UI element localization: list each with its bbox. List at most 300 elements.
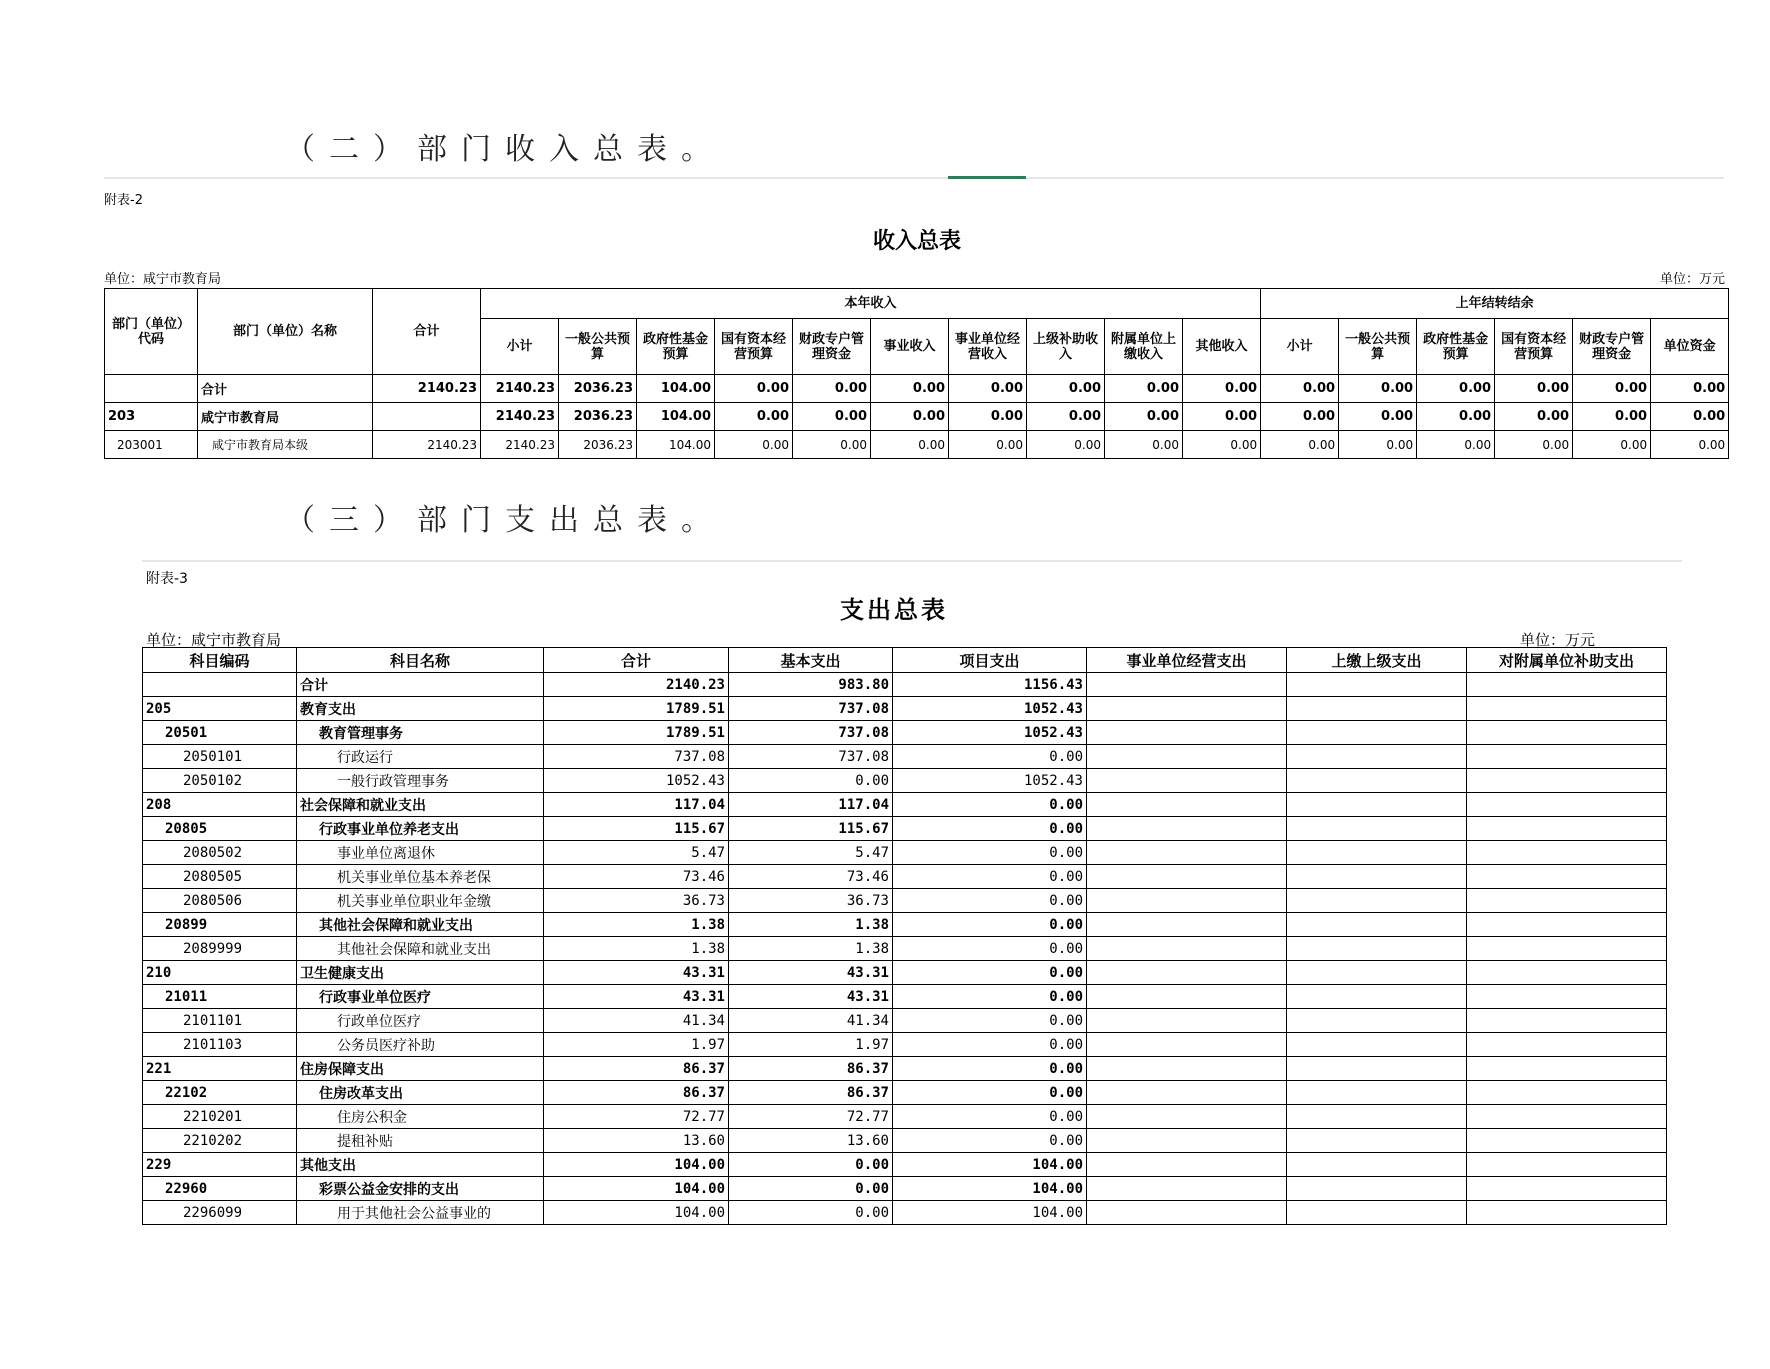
table-cell: 0.00 (715, 375, 793, 403)
table-cell: 208 (143, 793, 297, 817)
table-cell: 5.47 (729, 841, 893, 865)
income-head-total: 合计 (373, 289, 481, 375)
table-cell: 0.00 (1417, 403, 1495, 431)
table-cell: 36.73 (544, 889, 729, 913)
table-cell: 2140.23 (373, 375, 481, 403)
table-cell: 104.00 (893, 1201, 1087, 1225)
table-cell: 1789.51 (544, 697, 729, 721)
table-cell: 983.80 (729, 673, 893, 697)
table-cell (1467, 985, 1667, 1009)
table-cell (1087, 865, 1287, 889)
table-cell (1467, 1153, 1667, 1177)
expense-summary-table (142, 647, 1667, 1225)
table-cell: 104.00 (893, 1177, 1087, 1201)
table-cell (1467, 937, 1667, 961)
table-cell: 0.00 (1105, 375, 1183, 403)
table-cell: 0.00 (1183, 403, 1261, 431)
table-row (143, 697, 1667, 721)
table-cell: 0.00 (1183, 431, 1261, 459)
table-cell: 2050102 (143, 769, 297, 793)
table-cell (143, 673, 297, 697)
table-cell: 社会保障和就业支出 (297, 793, 544, 817)
table-cell: 0.00 (893, 865, 1087, 889)
table-row (143, 745, 1667, 769)
table-cell: 0.00 (1495, 403, 1573, 431)
table-row (143, 1009, 1667, 1033)
table-cell: 2036.23 (559, 431, 637, 459)
table-cell: 36.73 (729, 889, 893, 913)
table-cell: 机关事业单位基本养老保 (297, 865, 544, 889)
table-cell: 2036.23 (559, 403, 637, 431)
income-col-header: 财政专户管理资金 (1573, 319, 1651, 375)
table-cell: 0.00 (1105, 403, 1183, 431)
income-head-group-current: 本年收入 (481, 289, 1261, 319)
table-cell: 0.00 (893, 745, 1087, 769)
table-cell (1287, 673, 1467, 697)
table-cell: 卫生健康支出 (297, 961, 544, 985)
table-cell: 737.08 (544, 745, 729, 769)
table-cell: 行政单位医疗 (297, 1009, 544, 1033)
table-cell: 43.31 (544, 985, 729, 1009)
section-2-title: （二）部门收入总表。 (285, 132, 725, 167)
table-cell: 104.00 (637, 375, 715, 403)
table-cell (1467, 1201, 1667, 1225)
table-cell: 2210202 (143, 1129, 297, 1153)
table-cell: 0.00 (715, 431, 793, 459)
table-cell: 住房改革支出 (297, 1081, 544, 1105)
table-cell (1087, 793, 1287, 817)
table-cell (1287, 913, 1467, 937)
table-cell (105, 375, 198, 403)
table-cell: 2036.23 (559, 375, 637, 403)
table-cell: 合计 (297, 673, 544, 697)
table-cell (1087, 913, 1287, 937)
table-cell (1287, 1033, 1467, 1057)
table-row (143, 817, 1667, 841)
table-cell (1087, 1057, 1287, 1081)
table-cell (1287, 865, 1467, 889)
table-cell: 115.67 (729, 817, 893, 841)
table-cell: 1052.43 (893, 721, 1087, 745)
table-cell: 0.00 (793, 403, 871, 431)
active-tab-indicator (948, 176, 1026, 179)
table-cell (1287, 889, 1467, 913)
table-row (143, 1129, 1667, 1153)
table-cell: 737.08 (729, 745, 893, 769)
table-cell: 0.00 (893, 841, 1087, 865)
income-col-header: 政府性基金预算 (637, 319, 715, 375)
table-cell: 1.97 (544, 1033, 729, 1057)
income-col-header: 国有资本经营预算 (1495, 319, 1573, 375)
table-cell: 行政事业单位养老支出 (297, 817, 544, 841)
income-head-group-carryover: 上年结转结余 (1261, 289, 1729, 319)
table-cell: 0.00 (1651, 431, 1729, 459)
table-cell: 43.31 (729, 961, 893, 985)
table-cell: 0.00 (893, 793, 1087, 817)
table-cell: 73.46 (544, 865, 729, 889)
table-cell (1087, 841, 1287, 865)
table-cell (1467, 769, 1667, 793)
divider (104, 177, 1724, 179)
table-cell (1287, 769, 1467, 793)
table-cell: 0.00 (893, 937, 1087, 961)
table-cell: 0.00 (729, 1177, 893, 1201)
income-col-header: 附属单位上缴收入 (1105, 319, 1183, 375)
table-cell: 0.00 (1651, 403, 1729, 431)
table-cell (1087, 937, 1287, 961)
table-row (105, 375, 1729, 403)
table-cell: 737.08 (729, 697, 893, 721)
table-cell (1287, 793, 1467, 817)
table-cell: 0.00 (871, 403, 949, 431)
table-cell (1467, 1129, 1667, 1153)
table-cell: 104.00 (893, 1153, 1087, 1177)
table-cell: 彩票公益金安排的支出 (297, 1177, 544, 1201)
table-cell: 0.00 (893, 817, 1087, 841)
table-cell: 117.04 (729, 793, 893, 817)
table-cell (1467, 793, 1667, 817)
table-cell (1467, 1081, 1667, 1105)
table-cell: 0.00 (1027, 375, 1105, 403)
table-cell (1287, 1105, 1467, 1129)
table-row (105, 403, 1729, 431)
table-row (143, 985, 1667, 1009)
table-cell: 其他支出 (297, 1153, 544, 1177)
table-cell (1467, 1057, 1667, 1081)
table-cell (1287, 1153, 1467, 1177)
table-cell: 43.31 (544, 961, 729, 985)
table-cell: 0.00 (893, 1033, 1087, 1057)
table-cell: 0.00 (1027, 403, 1105, 431)
table-cell: 43.31 (729, 985, 893, 1009)
table-cell (1287, 1201, 1467, 1225)
table-cell: 1.97 (729, 1033, 893, 1057)
table-cell: 203001 (105, 431, 198, 459)
table-cell: 115.67 (544, 817, 729, 841)
table-cell (1287, 721, 1467, 745)
table-cell: 0.00 (1495, 431, 1573, 459)
table-cell (1467, 1033, 1667, 1057)
table-cell: 1052.43 (893, 697, 1087, 721)
table-cell (373, 403, 481, 431)
table-cell: 其他社会保障和就业支出 (297, 913, 544, 937)
table-cell: 104.00 (544, 1201, 729, 1225)
table-cell (1467, 1105, 1667, 1129)
table-cell: 0.00 (1105, 431, 1183, 459)
income-col-header: 财政专户管理资金 (793, 319, 871, 375)
table-cell (1287, 1129, 1467, 1153)
table-cell (1467, 841, 1667, 865)
table-cell (1087, 769, 1287, 793)
table-cell: 86.37 (544, 1081, 729, 1105)
income-col-header: 一般公共预算 (1339, 319, 1417, 375)
table-cell (1287, 841, 1467, 865)
table-cell (1287, 697, 1467, 721)
table-cell: 其他社会保障和就业支出 (297, 937, 544, 961)
table-cell: 20899 (143, 913, 297, 937)
table-cell (1087, 817, 1287, 841)
table-cell: 737.08 (729, 721, 893, 745)
table-cell: 2140.23 (481, 431, 559, 459)
table-cell (1467, 745, 1667, 769)
table-cell: 用于其他社会公益事业的 (297, 1201, 544, 1225)
table-cell: 86.37 (544, 1057, 729, 1081)
table-row (143, 1033, 1667, 1057)
table-cell: 咸宁市教育局 (198, 403, 373, 431)
table-cell (1087, 1105, 1287, 1129)
table-cell: 13.60 (729, 1129, 893, 1153)
table-row (143, 1177, 1667, 1201)
table-cell: 20805 (143, 817, 297, 841)
table-cell: 0.00 (949, 431, 1027, 459)
table-cell (1087, 961, 1287, 985)
table-cell: 公务员医疗补助 (297, 1033, 544, 1057)
table-cell: 0.00 (729, 1201, 893, 1225)
table-cell: 72.77 (544, 1105, 729, 1129)
table-cell: 0.00 (1417, 431, 1495, 459)
table-row (143, 1081, 1667, 1105)
table-cell: 0.00 (715, 403, 793, 431)
table-row (105, 431, 1729, 459)
table-cell: 住房保障支出 (297, 1057, 544, 1081)
table-cell: 0.00 (1651, 375, 1729, 403)
table-cell (1467, 721, 1667, 745)
table-cell (1087, 1033, 1287, 1057)
table-cell: 210 (143, 961, 297, 985)
table-row (143, 961, 1667, 985)
table-cell: 机关事业单位职业年金缴 (297, 889, 544, 913)
table-cell (1287, 985, 1467, 1009)
expense-appendix-label: 附表-3 (146, 571, 188, 587)
table-cell: 0.00 (1261, 403, 1339, 431)
table-cell: 203 (105, 403, 198, 431)
income-col-header: 上级补助收入 (1027, 319, 1105, 375)
income-col-header: 单位资金 (1651, 319, 1729, 375)
table-cell: 0.00 (1573, 403, 1651, 431)
table-cell: 0.00 (893, 961, 1087, 985)
expense-col-header: 合计 (544, 648, 729, 673)
table-cell (1287, 1081, 1467, 1105)
table-cell: 117.04 (544, 793, 729, 817)
table-cell: 咸宁市教育局本级 (198, 431, 373, 459)
table-cell: 住房公积金 (297, 1105, 544, 1129)
table-cell (1287, 745, 1467, 769)
table-cell: 合计 (198, 375, 373, 403)
table-cell (1087, 1081, 1287, 1105)
table-cell: 2080502 (143, 841, 297, 865)
table-row (143, 673, 1667, 697)
table-cell: 行政事业单位医疗 (297, 985, 544, 1009)
table-cell (1467, 913, 1667, 937)
table-cell (1287, 961, 1467, 985)
table-cell: 0.00 (1261, 375, 1339, 403)
table-cell: 1.38 (544, 913, 729, 937)
table-cell: 2101101 (143, 1009, 297, 1033)
table-cell: 0.00 (893, 1081, 1087, 1105)
table-cell (1287, 937, 1467, 961)
income-summary-table (104, 288, 1729, 459)
table-cell (1087, 985, 1287, 1009)
table-cell: 0.00 (871, 431, 949, 459)
table-cell (1467, 1177, 1667, 1201)
table-cell: 0.00 (949, 375, 1027, 403)
table-cell (1087, 721, 1287, 745)
income-col-header: 小计 (481, 319, 559, 375)
table-cell: 0.00 (1339, 375, 1417, 403)
table-cell: 0.00 (871, 375, 949, 403)
table-cell: 0.00 (893, 1105, 1087, 1129)
income-col-header: 一般公共预算 (559, 319, 637, 375)
table-cell: 86.37 (729, 1081, 893, 1105)
table-cell: 41.34 (544, 1009, 729, 1033)
table-cell: 0.00 (729, 1153, 893, 1177)
table-cell: 0.00 (729, 769, 893, 793)
table-cell: 0.00 (949, 403, 1027, 431)
table-cell: 2140.23 (481, 403, 559, 431)
divider (142, 560, 1682, 562)
table-cell (1087, 673, 1287, 697)
table-cell: 22960 (143, 1177, 297, 1201)
table-cell: 行政运行 (297, 745, 544, 769)
table-cell: 0.00 (1573, 375, 1651, 403)
table-cell: 0.00 (1261, 431, 1339, 459)
table-cell: 104.00 (544, 1177, 729, 1201)
table-cell: 13.60 (544, 1129, 729, 1153)
table-cell: 1052.43 (544, 769, 729, 793)
table-cell: 一般行政管理事务 (297, 769, 544, 793)
table-cell: 2101103 (143, 1033, 297, 1057)
table-cell (1087, 697, 1287, 721)
income-head-code: 部门（单位）代码 (105, 289, 198, 375)
table-cell: 0.00 (1027, 431, 1105, 459)
expense-unit-right: 单位：万元 (1520, 631, 1596, 649)
income-appendix-label: 附表-2 (104, 193, 143, 208)
table-cell (1467, 697, 1667, 721)
table-row (143, 793, 1667, 817)
table-row (143, 769, 1667, 793)
table-cell: 教育支出 (297, 697, 544, 721)
table-cell (1287, 1177, 1467, 1201)
table-cell: 205 (143, 697, 297, 721)
expense-col-header: 对附属单位补助支出 (1467, 648, 1667, 673)
income-col-header: 国有资本经营预算 (715, 319, 793, 375)
table-row (143, 937, 1667, 961)
table-cell (1287, 1057, 1467, 1081)
table-cell: 2296099 (143, 1201, 297, 1225)
table-cell (1087, 745, 1287, 769)
income-unit-left: 单位：咸宁市教育局 (104, 272, 222, 287)
table-cell: 72.77 (729, 1105, 893, 1129)
table-cell: 1052.43 (893, 769, 1087, 793)
income-table-title: 收入总表 (873, 228, 962, 254)
expense-table-title: 支出总表 (840, 595, 948, 624)
expense-col-header: 项目支出 (893, 648, 1087, 673)
table-cell (1467, 1009, 1667, 1033)
table-cell: 2140.23 (373, 431, 481, 459)
table-cell: 1.38 (729, 913, 893, 937)
expense-col-header: 科目名称 (297, 648, 544, 673)
table-cell: 0.00 (893, 889, 1087, 913)
table-cell: 提租补贴 (297, 1129, 544, 1153)
income-col-header: 政府性基金预算 (1417, 319, 1495, 375)
expense-col-header: 基本支出 (729, 648, 893, 673)
table-cell: 教育管理事务 (297, 721, 544, 745)
table-cell: 2089999 (143, 937, 297, 961)
table-cell: 0.00 (793, 375, 871, 403)
table-cell (1087, 1201, 1287, 1225)
table-cell (1467, 865, 1667, 889)
table-cell (1467, 889, 1667, 913)
income-col-header: 其他收入 (1183, 319, 1261, 375)
table-row (143, 841, 1667, 865)
table-cell: 2050101 (143, 745, 297, 769)
table-cell: 1789.51 (544, 721, 729, 745)
table-cell: 2080506 (143, 889, 297, 913)
expense-unit-left: 单位：咸宁市教育局 (146, 631, 282, 649)
expense-col-header: 科目编码 (143, 648, 297, 673)
table-cell: 86.37 (729, 1057, 893, 1081)
table-cell: 2080505 (143, 865, 297, 889)
table-cell: 2210201 (143, 1105, 297, 1129)
section-3-title: （三）部门支出总表。 (285, 503, 725, 538)
table-cell: 2140.23 (481, 375, 559, 403)
table-cell: 5.47 (544, 841, 729, 865)
table-cell: 21011 (143, 985, 297, 1009)
table-cell: 104.00 (544, 1153, 729, 1177)
expense-col-header: 上缴上级支出 (1287, 648, 1467, 673)
table-cell: 41.34 (729, 1009, 893, 1033)
table-cell (1087, 889, 1287, 913)
table-cell (1467, 961, 1667, 985)
income-col-header: 小计 (1261, 319, 1339, 375)
table-cell: 221 (143, 1057, 297, 1081)
table-cell: 0.00 (893, 1129, 1087, 1153)
table-cell: 0.00 (1573, 431, 1651, 459)
table-cell: 0.00 (1417, 375, 1495, 403)
income-col-header: 事业单位经营收入 (949, 319, 1027, 375)
table-cell: 0.00 (1339, 431, 1417, 459)
table-cell: 0.00 (1495, 375, 1573, 403)
table-cell (1087, 1153, 1287, 1177)
table-row (143, 865, 1667, 889)
table-cell: 22102 (143, 1081, 297, 1105)
table-row (143, 1105, 1667, 1129)
table-cell: 0.00 (793, 431, 871, 459)
table-cell: 73.46 (729, 865, 893, 889)
table-cell: 0.00 (893, 913, 1087, 937)
expense-col-header: 事业单位经营支出 (1087, 648, 1287, 673)
table-cell: 0.00 (1339, 403, 1417, 431)
table-cell: 0.00 (893, 1057, 1087, 1081)
table-cell: 0.00 (893, 1009, 1087, 1033)
table-cell: 0.00 (1183, 375, 1261, 403)
table-row (143, 913, 1667, 937)
table-cell: 事业单位离退休 (297, 841, 544, 865)
table-cell (1287, 817, 1467, 841)
table-cell: 229 (143, 1153, 297, 1177)
table-row (143, 1153, 1667, 1177)
income-head-name: 部门（单位）名称 (198, 289, 373, 375)
table-cell: 1.38 (729, 937, 893, 961)
table-cell (1467, 673, 1667, 697)
table-cell (1287, 1009, 1467, 1033)
table-cell (1087, 1177, 1287, 1201)
table-cell (1467, 817, 1667, 841)
table-cell: 20501 (143, 721, 297, 745)
table-cell: 1156.43 (893, 673, 1087, 697)
table-row (143, 1057, 1667, 1081)
table-cell: 1.38 (544, 937, 729, 961)
